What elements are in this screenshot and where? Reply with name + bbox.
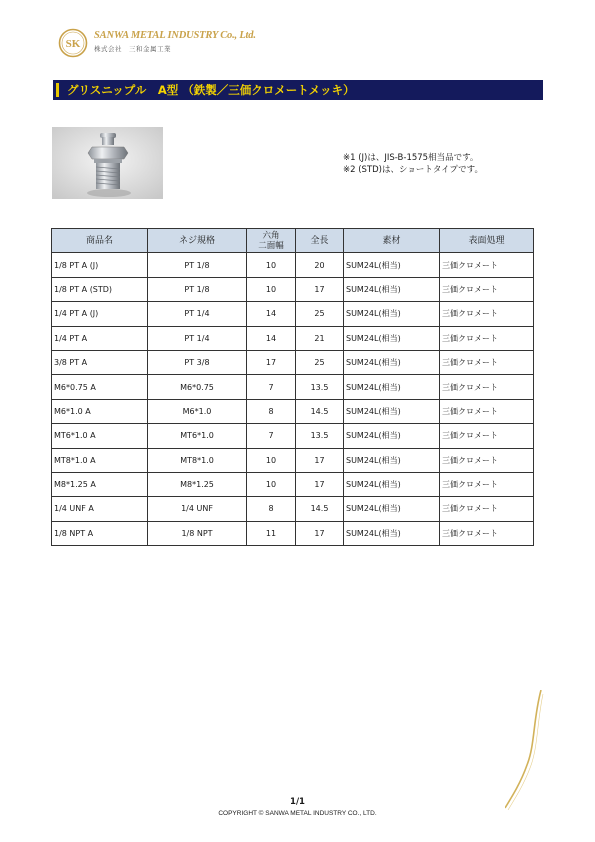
- table-row: [52, 497, 534, 521]
- col-header-hex-line1: 六角: [262, 230, 280, 241]
- table-row: [52, 326, 534, 350]
- cell-name: MT6*1.0 A: [52, 424, 148, 448]
- cell-hex: 10: [247, 253, 296, 277]
- cell-thread: PT 1/8: [148, 253, 247, 277]
- cell-length: 14.5: [296, 497, 344, 521]
- cell-name: M6*0.75 A: [52, 375, 148, 399]
- product-photo: [52, 127, 163, 199]
- cell-name: M8*1.25 A: [52, 472, 148, 496]
- cell-length: 13.5: [296, 424, 344, 448]
- cell-name: 1/4 PT A: [52, 326, 148, 350]
- cell-length: 17: [296, 521, 344, 545]
- cell-finish: 三価クロメート: [440, 253, 534, 277]
- title-accent: [56, 83, 59, 97]
- cell-hex: 10: [247, 472, 296, 496]
- cell-hex: 11: [247, 521, 296, 545]
- cell-hex: 8: [247, 399, 296, 423]
- cell-length: 17: [296, 448, 344, 472]
- cell-finish: 三価クロメート: [440, 375, 534, 399]
- cell-finish: 三価クロメート: [440, 472, 534, 496]
- cell-thread: 1/8 NPT: [148, 521, 247, 545]
- company-name-jp: 株式会社 三和金属工業: [94, 45, 171, 53]
- cell-finish: 三価クロメート: [440, 302, 534, 326]
- cell-hex: 8: [247, 497, 296, 521]
- notes: [343, 152, 483, 176]
- company-logo: [58, 28, 258, 62]
- table-row: [52, 472, 534, 496]
- col-header-hex: [247, 229, 296, 253]
- cell-finish: 三価クロメート: [440, 277, 534, 301]
- cell-material: SUM24L(相当): [344, 253, 440, 277]
- note-2: ※2 (STD)は、ショートタイプです。: [343, 165, 483, 175]
- cell-hex: 7: [247, 375, 296, 399]
- cell-material: SUM24L(相当): [344, 448, 440, 472]
- cell-material: SUM24L(相当): [344, 277, 440, 301]
- cell-finish: 三価クロメート: [440, 350, 534, 374]
- table-row: [52, 375, 534, 399]
- cell-hex: 7: [247, 424, 296, 448]
- table-row: [52, 350, 534, 374]
- cell-thread: M8*1.25: [148, 472, 247, 496]
- table-row: [52, 424, 534, 448]
- cell-finish: 三価クロメート: [440, 521, 534, 545]
- cell-thread: 1/4 UNF: [148, 497, 247, 521]
- cell-name: 3/8 PT A: [52, 350, 148, 374]
- cell-length: 14.5: [296, 399, 344, 423]
- cell-thread: M6*1.0: [148, 399, 247, 423]
- col-header-length: 全長: [296, 229, 344, 253]
- cell-name: 1/8 NPT A: [52, 521, 148, 545]
- col-header-finish: 表面処理: [440, 229, 534, 253]
- cell-name: 1/4 UNF A: [52, 497, 148, 521]
- cell-length: 13.5: [296, 375, 344, 399]
- cell-finish: 三価クロメート: [440, 399, 534, 423]
- cell-material: SUM24L(相当): [344, 375, 440, 399]
- cell-name: M6*1.0 A: [52, 399, 148, 423]
- decorative-swirl: [505, 690, 545, 810]
- logo-mark-text: SK: [65, 38, 81, 50]
- cell-length: 17: [296, 277, 344, 301]
- cell-thread: MT6*1.0: [148, 424, 247, 448]
- note-1: ※1 (J)は、JIS-B-1575相当品です。: [343, 153, 479, 163]
- title-bar: [53, 80, 543, 100]
- cell-hex: 14: [247, 302, 296, 326]
- company-name: SANWA METAL INDUSTRY Co., Ltd.: [94, 30, 256, 41]
- cell-finish: 三価クロメート: [440, 497, 534, 521]
- cell-material: SUM24L(相当): [344, 399, 440, 423]
- sk-logo-mark: [58, 28, 88, 58]
- cell-hex: 17: [247, 350, 296, 374]
- cell-hex: 10: [247, 277, 296, 301]
- cell-length: 17: [296, 472, 344, 496]
- col-header-hex-line2: 二面幅: [258, 240, 284, 251]
- table-row: [52, 302, 534, 326]
- cell-length: 21: [296, 326, 344, 350]
- table-header-row: [52, 229, 534, 253]
- cell-thread: M6*0.75: [148, 375, 247, 399]
- table-row: [52, 399, 534, 423]
- col-header-name: 商品名: [52, 229, 148, 253]
- col-header-thread: ネジ規格: [148, 229, 247, 253]
- cell-material: SUM24L(相当): [344, 350, 440, 374]
- cell-thread: PT 1/8: [148, 277, 247, 301]
- table-row: [52, 521, 534, 545]
- cell-thread: PT 3/8: [148, 350, 247, 374]
- cell-hex: 10: [247, 448, 296, 472]
- cell-thread: MT8*1.0: [148, 448, 247, 472]
- table-row: [52, 448, 534, 472]
- spec-table: [51, 228, 534, 546]
- copyright: COPYRIGHT © SANWA METAL INDUSTRY CO., LTD.: [218, 810, 377, 817]
- cell-material: SUM24L(相当): [344, 302, 440, 326]
- cell-thread: PT 1/4: [148, 326, 247, 350]
- cell-material: SUM24L(相当): [344, 472, 440, 496]
- table-row: [52, 277, 534, 301]
- cell-name: 1/4 PT A (J): [52, 302, 148, 326]
- page-number: 1/1: [290, 797, 305, 807]
- cell-length: 25: [296, 302, 344, 326]
- cell-hex: 14: [247, 326, 296, 350]
- cell-length: 25: [296, 350, 344, 374]
- cell-material: SUM24L(相当): [344, 521, 440, 545]
- cell-length: 20: [296, 253, 344, 277]
- cell-thread: PT 1/4: [148, 302, 247, 326]
- cell-name: MT8*1.0 A: [52, 448, 148, 472]
- col-header-material: 素材: [344, 229, 440, 253]
- cell-finish: 三価クロメート: [440, 448, 534, 472]
- table-row: [52, 253, 534, 277]
- cell-name: 1/8 PT A (J): [52, 253, 148, 277]
- cell-finish: 三価クロメート: [440, 326, 534, 350]
- cell-material: SUM24L(相当): [344, 497, 440, 521]
- page-title: グリスニップル A型 （鉄製／三価クロメートメッキ）: [67, 83, 355, 97]
- cell-name: 1/8 PT A (STD): [52, 277, 148, 301]
- cell-material: SUM24L(相当): [344, 326, 440, 350]
- cell-finish: 三価クロメート: [440, 424, 534, 448]
- cell-material: SUM24L(相当): [344, 424, 440, 448]
